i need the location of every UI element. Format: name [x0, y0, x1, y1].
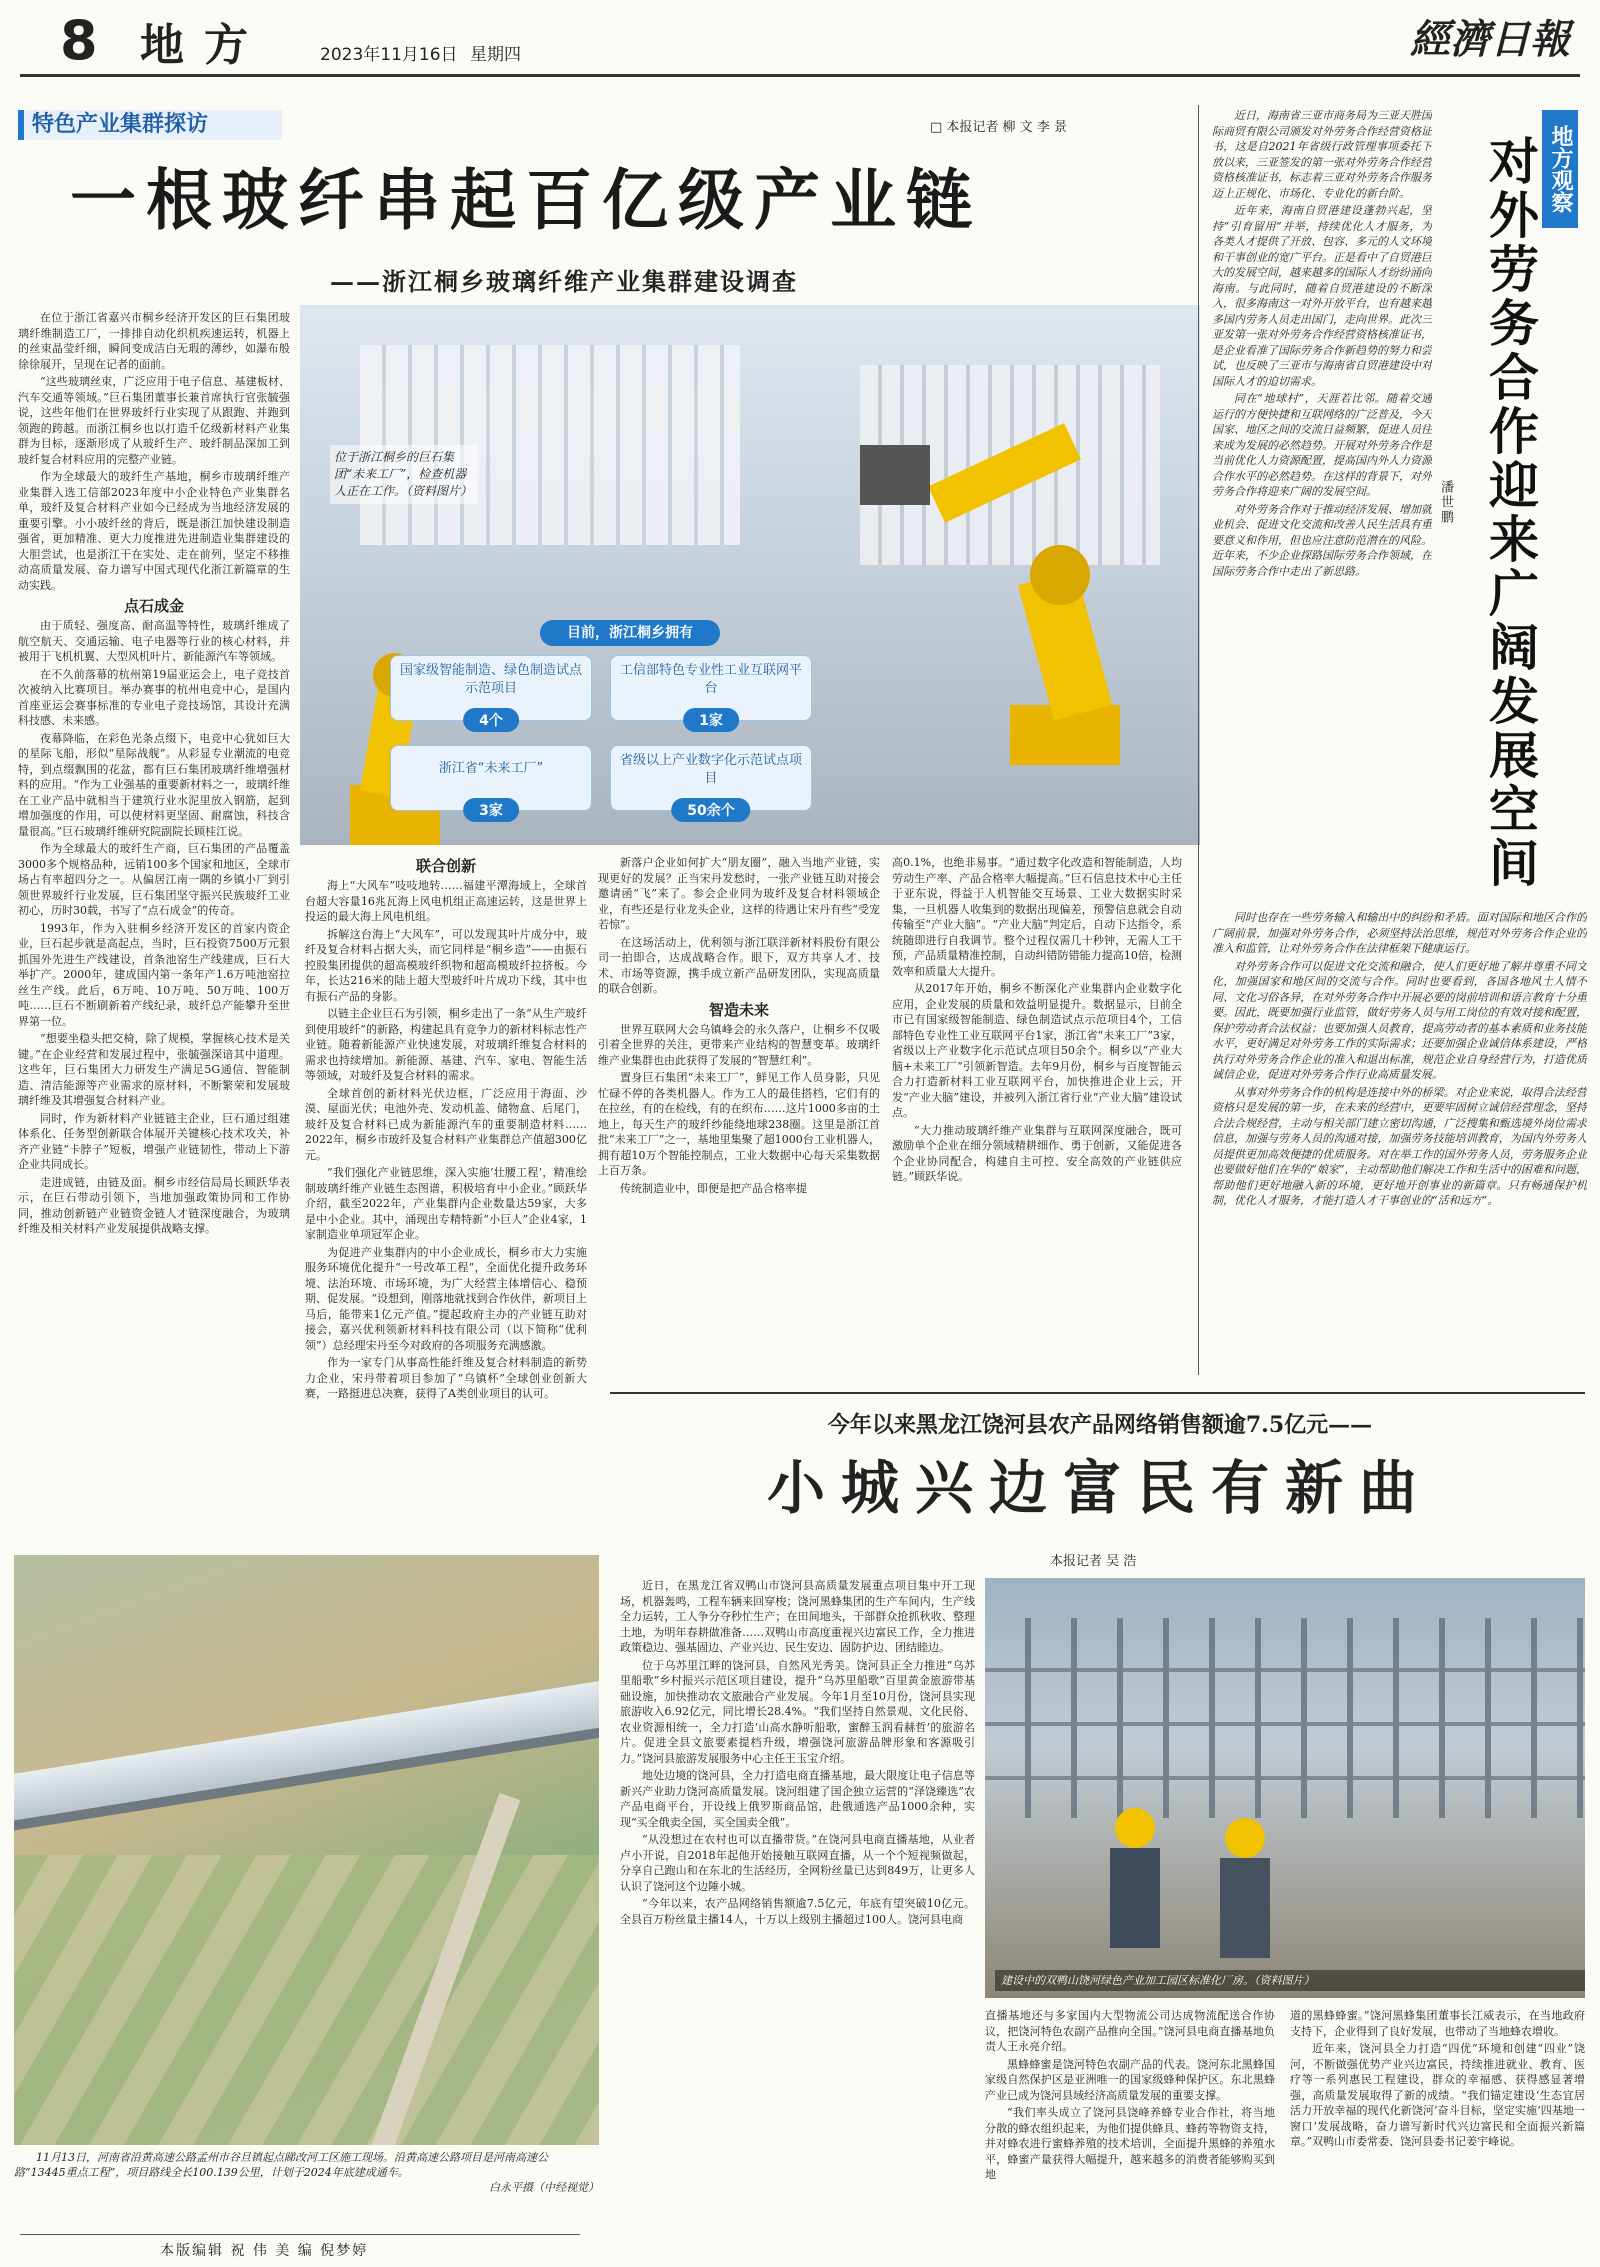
- stat-value: 1家: [683, 708, 739, 732]
- paragraph: 从2017年开始，桐乡不断深化产业集群内企业数字化应用，企业发展的质量和效益明显提升。数据显示，目前全市已有国家级智能制造、绿色制造试点示范项目4个，工信部特色专业性工业互联网平台1家，浙江省“未来工厂”3家，省级以上产业数字化示范试点项目50余个。桐乡以“产业大脑+未来工厂”引领新智造。去年9月份，桐乡与百度智能云合力打造新材料工业互联网平台，加快推进企业上云，开发“产业大脑”建设，并被列入浙江省行业“产业大脑”建设试点。: [892, 982, 1182, 1119]
- second-article-col3: [1290, 2008, 1585, 2258]
- main-article-col3: [598, 855, 880, 1375]
- paragraph: 黑蜂蜂蜜是饶河特色农副产品的代表。饶河东北黑蜂国家级自然保护区是亚洲唯一的国家级蜂种保护区。东北黑蜂产业已成为饶河县域经济高质量发展的重要支撑。: [985, 2057, 1275, 2102]
- paragraph: “大力推动玻璃纤维产业集群与互联网深度融合，既可激励单个企业在细分领域精耕细作、勇于创新，又能促进各个企业协同配合，构建自主可控、安全高效的产业链供应链。”顾跃华说。: [892, 1123, 1182, 1183]
- paragraph: 夜幕降临，在彩色光条点缀下，电竞中心犹如巨大的星际飞船，形似“星际战舰”。从彩显专业潮流的电竞特，到点缀飘围的花盆，都有巨石集团玻璃纤维增强材料的应用。“作为工业强基的重要新材料之一，玻璃纤维在工业产品中就相当于建筑行业水泥里放入钢筋，起到增加强度的作用，可以使材料更坚固、耐腐蚀，科技含量很高。”巨石玻璃纤维研究院副院长顾桂江说。: [18, 731, 290, 838]
- paragraph: 全球首创的新材料光伏边框，广泛应用于海面、沙漠、屋面光伏；电池外壳、发动机盖、储物盒、后尾门，玻纤及复合材料已成为新能源汽车的重要制造材料……2022年，桐乡市玻纤及复合材料产业集群总产值超300亿元。: [305, 1086, 587, 1162]
- paragraph: 同时也存在一些劳务输入和输出中的纠纷和矛盾。面对国际和地区合作的广阔前景，加强对外劳务合作，必须坚持法治思维，规范对外劳务合作企业的准入和监管，让对外劳务合作在法律框架下健康运行。: [1212, 911, 1587, 955]
- bridge-photo: [14, 1555, 599, 2145]
- paragraph: 直播基地还与多家国内大型物流公司达成物流配送合作协议，把饶河特色农副产品推向全国。”饶河县电商直播基地负责人王永亮介绍。: [985, 2009, 1275, 2053]
- section-subheading: 点石成金: [123, 597, 184, 615]
- issue-date: 2023年11月16日: [320, 45, 458, 65]
- issue-weekday: 星期四: [470, 45, 521, 65]
- section-subheading: 智造未来: [708, 1000, 769, 1019]
- page-header: [0, 0, 1600, 80]
- main-title: 一根玻纤串起百亿级产业链: [70, 161, 982, 239]
- paragraph: 地处边境的饶河县，全力打造电商直播基地，最大限度让电子信息等新兴产业助力饶河高质量发展。饶河组建了国企独立运营的“泽饶臻选”农产品电商平台，开设线上俄罗斯商品馆，赴俄通选产品1000余种，实现“买全俄卖全国，买全国卖全俄”。: [620, 1769, 975, 1829]
- construction-photo: [985, 1578, 1585, 1998]
- stat-label: 浙江省“未来工厂”: [438, 761, 544, 776]
- second-title: 小城兴边富民有新曲: [766, 1454, 1433, 1522]
- stat-card: [390, 655, 592, 729]
- field-pattern: [14, 1855, 599, 2145]
- bridge-caption: 11月13日，河南省沿黄高速公路孟州市谷旦镇起点睇改河工区施工现场。沿黄高速公路项目是河南高速公路“13445重点工程”，项目路线全长100.139公里，计划于2024年底建成通车。: [14, 2151, 548, 2179]
- paragraph: 拆解这台海上“大风车”，可以发现其叶片成分中，玻纤及复合材料占据大头，而它同样是“桐乡造”——由振石控股集团提供的超高模玻纤织物和超高模玻纤拉挤板。今年，长达216米的陆上超大型玻纤叶片成功下线，其中也有振石产品的身影。: [305, 927, 587, 1003]
- paragraph: 高0.1%，也绝非易事。“通过数字化改造和智能制造，人均劳动生产率、产品合格率大幅提高。”巨石信息技术中心主任于亚东说，得益于人机智能交互场景、工业大数据实时采集，一旦机器人收集到的数据出现偏差，预警信息就会自动传输至“产业大脑”。“产业大脑”判定后，自动下达指令，系统随即进行自我调节。整个过程仅需几十秒钟，无需人工干预，产品质量精准控制，自动纠错防错能力提高10倍，检测效率和质量大大提升。: [892, 856, 1182, 978]
- paragraph: 作为全球最大的玻纤生产基地，桐乡市玻璃纤维产业集群入选工信部2023年度中小企业特色产业集群名单，玻纤及复合材料产业如今已经成为当地经济发展的重要引擎。小小玻纤丝的背后，既是浙江加快建设制造强省，更加精准、更大力度推进先进制造业集群建设的大胆尝试，也是浙江干在实处、走在前列，坚定不移推动高质量发展、奋力谱写中国式现代化浙江新篇章的生动实践。: [18, 470, 290, 592]
- footer-editors: 本版编辑 祝 伟 美 编 倪梦婷: [160, 2243, 369, 2259]
- paragraph: 近日，海南省三亚市商务局为三亚天胜国际商贸有限公司颁发对外劳务合作经营资格证书，这是自2021年省级行政管理事项委托下放以来，三亚签发的第一张对外劳务合作经营资格核准证书，标志着三亚对外劳务合作服务迈上正规化、市场化、专业化的新台阶。: [1212, 109, 1432, 200]
- paragraph: 在位于浙江省嘉兴市桐乡经济开发区的巨石集团玻璃纤维制造工厂，一排排自动化织机疾速运转，机器上的丝束晶莹纤细，瞬间变成洁白无瑕的薄纱，如瀑布般徐徐展开，呈现在记者的面前。: [18, 311, 290, 371]
- column-divider: [1198, 105, 1199, 1375]
- paragraph: 以链主企业巨石为引领，桐乡走出了一条“从生产玻纤到使用玻纤”的新路，构建起具有竞争力的新材料标志性产业链。随着新能源产业快速发展，对玻璃纤维复合材料的需求也持续增加。新能源、基建、汽车、家电、智能生活等领域，对玻纤及复合材料的需求。: [305, 1007, 587, 1082]
- paragraph: “这些玻璃丝束，广泛应用于电子信息、基建板材、汽车交通等领域。”巨石集团董事长兼首席执行官张毓强说，这些年他们在世界玻纤行业实现了从跟跑、并跑到领跑的跨越。而浙江桐乡也以打造千亿级新材料产业集群为目标，逐渐形成了从玻纤生产、玻纤制品深加工到玻纤复合材料应用的完整产业链。: [18, 375, 290, 466]
- second-article-col2: [985, 2008, 1275, 2258]
- column-label: 特色产业集群探访: [18, 110, 282, 140]
- paragraph: 同时，作为新材料产业链链主企业，巨石通过组建体系化、任务型创新联合体展开关键核心技术攻关，补齐产业链“卡脖子”短板，增强产业链韧性，带动上下游企业共同成长。: [18, 1111, 290, 1171]
- second-byline: 本报记者 吴 浩: [1050, 1554, 1137, 1569]
- main-article-col2: [305, 855, 587, 1540]
- stat-card: [610, 655, 812, 729]
- bridge-caption-box: [14, 2150, 599, 2230]
- stat-card: [610, 745, 812, 819]
- robot-arm-icon: [800, 375, 1180, 775]
- section-name: 地方: [140, 20, 268, 71]
- workers-icon: [1055, 1788, 1355, 1968]
- paragraph: 作为全球最大的玻纤生产商，巨石集团的产品覆盖3000多个规格品种，远销100多个国家和地区，全球市场占有率超四分之一。从偏居江南一隅的乡镇小厂到引领世界玻纤行业发展，巨石集团坚守振兴民族玻纤工业初心，历时30载，书写了“点石成金”的传奇。: [18, 842, 290, 917]
- infographic-heading: 目前，浙江桐乡拥有: [540, 620, 720, 646]
- paragraph: “我们强化产业链思维，深入实施‘壮腰工程’，精准绘制玻璃纤维产业链生态图谱，积极培育中小企业。”顾跃华介绍，截至2022年，产业集群内企业数量达59家，大多是中小企业。其中，涌现出专精特新“小巨人”企业4家，1家制造业单项冠军企业。: [305, 1166, 587, 1241]
- header-rule: [20, 74, 1580, 77]
- photo-credit: 白永平摄（中经视觉）: [489, 2181, 599, 2194]
- section-subheading: 联合创新: [415, 857, 476, 875]
- paragraph: “今年以来，农产品网络销售额逾7.5亿元，年底有望突破10亿元。全县百万粉丝量主播14人，十万以上级别主播超过100人。饶河县电商: [620, 1897, 975, 1926]
- stat-value: 3家: [463, 798, 519, 822]
- paragraph: 世界互联网大会乌镇峰会的永久落户，让桐乡不仅吸引着全世界的关注，更带来产业结构的智慧变革。玻璃纤维产业集群也由此获得了发展的“智慧红利”。: [598, 1022, 880, 1067]
- stat-card: [390, 745, 592, 819]
- second-kicker: 今年以来黑龙江饶河县农产品网络销售额逾7.5亿元——: [827, 1412, 1373, 1438]
- main-article-col1: [18, 310, 290, 1540]
- observation-author: 潘世鹏: [1438, 480, 1453, 525]
- paragraph: 对外劳务合作对于推动经济发展、增加就业机会、促进文化交流和改善人民生活具有重要意义和作用，但也应注意防范潜在的风险。近年来，不少企业探路国际劳务合作领域，在国际劳务合作中走出了新思路。: [1212, 502, 1432, 578]
- masthead-logo: 經濟日報: [1410, 16, 1570, 63]
- paragraph: “想要坐稳头把交椅，除了规模，掌握核心技术是关键。”在企业经营和发展过程中，张毓强深谙其中道理。这些年，巨石集团大力研发生产满足5G通信、智能制造、清洁能源等产业需求的原材料，不断繁荣和发展玻璃纤维及其增强复合材料产业。: [18, 1032, 290, 1107]
- paragraph: 对外劳务合作可以促进文化交流和融合，使人们更好地了解并尊重不同文化，加强国家和地区间的交流与合作。同时也要看到，各国各地风土人情不同、文化习俗各异，在对外劳务合作中开展必要的岗前培训和语言教育十分重要。因此，既要加强行业监管，做好劳务人员与用工岗位的有效对接和配置，保护劳动者合法权益；也要加强人员教育，提高劳动者的基本素质和业务技能水平，更好满足对外劳务工作的实际需求；还要加强企业诚信体系建设，严格执行对外劳务合作企业的准入和退出标准，规范企业自身经营行为，打造优质诚信企业，促进对外劳务合作行业高质量发展。: [1212, 959, 1587, 1081]
- observation-label: 地方观察: [1542, 110, 1578, 228]
- paragraph: 作为一家专门从事高性能纤维及复合材料制造的新势力企业，宋丹带着项目参加了“乌镇杯”全球创业创新大赛，一路挺进总决赛，获得了A类创业项目的认可。: [305, 1356, 587, 1400]
- observation-col2: [1212, 910, 1587, 1375]
- page-number: 8: [60, 9, 98, 72]
- paragraph: 近年来，饶河县全力打造“四优”环境和创建“四业”饶河，不断做强优势产业兴边富民，持续推进就业、教育、医疗等一系列惠民工程建设，群众的幸福感、获得感显著增强，高质量发展取得了新的成绩。“我们锚定建设‘生态宜居活力开放幸福的现代化新饶河’奋斗目标，坚定实施‘四基地一窗口’发展战略，奋力谱写新时代兴边富民和全面振兴新篇章。”双鸭山市委常委、饶河县委书记姜宇峰说。: [1290, 2042, 1585, 2148]
- paragraph: 位于乌苏里江畔的饶河县，自然风光秀美。饶河县正全力推进“乌苏里船歌”乡村振兴示范区项目建设，提升“乌苏里船歌”百里黄金旅游带基础设施，加快推动农文旅融合产业发展。今年1月至10月份，饶河县实现旅游收入6.92亿元，同比增长28.4%。“我们坚持自然景观、文化民俗、农业资源相统一，全力打造‘山高水静听船歌，蜜醉玉润看赫哲’的旅游名片。促进全县文旅要素提档升级，增强饶河旅游品牌形象和客源吸引力。”饶河县旅游发展服务中心主任王玉宝介绍。: [620, 1658, 975, 1765]
- main-article-col4: [892, 855, 1182, 1375]
- paragraph: 同在“地球村”，天涯若比邻。随着交通运行的方便快捷和互联网络的广泛普及，今天国家、地区之间的交流日益频繁，促进人员往来成为发展的必然趋势。开展对外劳务合作是当前优化人力资源配置，提高国内外人力资源合作水平的必然趋势。在这样的背景下，对外劳务合作将迎来广阔的发展空间。: [1212, 392, 1432, 498]
- factory-photo: [300, 305, 1200, 845]
- stat-value: 4个: [463, 708, 519, 732]
- main-subtitle: ——浙江桐乡玻璃纤维产业集群建设调查: [330, 267, 798, 296]
- paragraph: 走进成链，由链及面。桐乡市经信局局长顾跃华表示，在巨石带动引领下，当地加强政策协同和工作协同，推动创新链产业链资金链人才链深度融合，为玻璃纤维及相关材料产业发展提供战略支撑。: [18, 1175, 290, 1235]
- paragraph: 为促进产业集群内的中小企业成长，桐乡市大力实施服务环境优化提升“一号改革工程”，全面优化提升政务环境、法治环境、市场环境，为广大经营主体增信心、稳预期、促发展。“设想到，刚落地就找到合作伙伴，新项目上马后，能带来1亿元产值。”提起政府主办的产业链互助对接会，嘉兴优利领新材料科技有限公司（以下简称“优利领”）总经理宋丹至今对政府的各项服务充满感激。: [305, 1245, 587, 1352]
- paragraph: 置身巨石集团“未来工厂”，鲜见工作人员身影，只见忙碌不停的各类机器人。作为工人的最佳搭档，它们有的在拉丝，有的在检线，有的在织布……这片1000多亩的土地上，每天生产的玻纤纱能绕地球238圈。这里是浙江首批“未来工厂”之一，基地里集聚了超1000台工业机器人，拥有超10万个智能控制点，工业大数据中心每天采集数据上百万条。: [598, 1071, 880, 1177]
- paragraph: 1993年，作为入驻桐乡经济开发区的首家内资企业，巨石起步就是高起点，当时，巨石投资7500万元狠抓国外先进生产线建设，首条池窑生产线建成，巨石大举扩产。2000年，建成国内第一条年产1.6万吨池窑拉丝生产线。此后，6万吨、10万吨、50万吨、100万吨……巨石不断刷新着产线纪录，玻纤总产能攀升至世界第一位。: [18, 921, 290, 1028]
- paragraph: 由于质轻、强度高、耐高温等特性，玻璃纤维成了航空航天、交通运输、电子电器等行业的核心材料，并被用于飞机机翼、大型风机叶片、新能源汽车等领域。: [18, 619, 290, 663]
- stat-label: 省级以上产业数字化示范试点项目: [619, 753, 802, 786]
- photo-caption: 位于浙江桐乡的巨石集团“未来工厂”，检查机器人正在工作。（资料图片）: [330, 445, 478, 504]
- paragraph: 海上“大风车”吱吱地转……福建平潭海域上，全球首台超大容量16兆瓦海上风电机组正高速运转，这是世界上投运的最大海上风电机组。: [305, 879, 587, 923]
- paragraph: 近年来，海南自贸港建设蓬勃兴起，坚持“引育留用”并举，持续优化人才服务，为各类人才提供了开放、包容、多元的人文环境和干事创业的宽广平台。正是看中了自贸港巨大的发展空间，越来越多的国际人才纷纷涌向海南。与此同时，随着自贸港建设的不断深入，很多海南这一对外开放平台，也有越来越多国内劳务人员走出国门，走向世界。此次三亚发第一张对外劳务合作经营资格核准证书，是企业看准了国际劳务合作新趋势的努力和尝试，也反映了三亚市与海南省自贸港建设中对国际人才的迫切需求。: [1212, 204, 1432, 388]
- paragraph: 在这场活动上，优利领与浙江联洋新材料股份有限公司一拍即合，达成战略合作。眼下，双方共享人才、技术、市场等资源，携手成立新产品研发团队，实现高质量的联合创新。: [598, 935, 880, 995]
- stat-value: 50余个: [671, 798, 750, 822]
- paragraph: 在不久前落幕的杭州第19届亚运会上，电子竞技首次被纳入比赛项目。举办赛事的杭州电竞中心，是国内首座亚运会赛事标准的专业电子竞技场馆，其设计充满科技感、未来感。: [18, 667, 290, 727]
- section-divider: [610, 1392, 1585, 1394]
- paragraph: “从没想过在农村也可以直播带货。”在饶河县电商直播基地，从业者卢小开说，自2018年起他开始接触互联网直播，从一个个短视频做起，分享自己跑山和在东北的生活经历，全网粉丝量已达到849万，让更多人认识了饶河这个边陲小城。: [620, 1833, 975, 1893]
- stat-label: 国家级智能制造、绿色制造试点示范项目: [399, 663, 582, 696]
- stat-label: 工信部特色专业性工业互联网平台: [619, 663, 802, 696]
- paragraph: 新落户企业如何扩大“朋友圈”，融入当地产业链，实现更好的发展？正当宋丹发愁时，一张产业链互助对接会邀请函“飞”来了。参会企业同为玻纤及复合材料领域企业，有些还是行业龙头企业，这样的待遇让宋丹有些“受宠若惊”。: [598, 856, 880, 931]
- paragraph: 近日，在黑龙江省双鸭山市饶河县高质量发展重点项目集中开工现场，机器轰鸣，工程车辆来回穿梭；饶河黑蜂集团的生产车间内，生产线全力运转，工人争分夺秒忙生产；在田间地头，干部群众抢抓秋收、整理土地，为明年春耕做准备……双鸭山市高度重视兴边富民工作，全力推进政策稳边、强基固边、产业兴边、民生安边、固防护边、团结睦边。: [620, 1579, 975, 1654]
- paragraph: 从事对外劳务合作的机构是连接中外的桥梁。对企业来说，取得合法经营资格只是发展的第一步，在未来的经营中，更要牢固树立诚信经营理念，坚持合法合规经营，主动与相关部门建立密切沟通，广泛搜集和甄选境外岗位需求信息，加强与劳务人员的沟通对接，加强劳务技能培训教育，为国内外劳务人员提供更加高效便捷的优质服务。对在举工作的国外劳务人员，劳务服务企业也要做好他们在华的“娘家”，主动帮助他们解决工作和生活中的困难和问题，帮助他们更好地融入新的环境，更好地开创事业的新篇章。只有畅通保护机制，优化人才服务，才能打造人才干事创业的“活和远方”。: [1212, 1085, 1587, 1207]
- observation-col1: [1212, 108, 1432, 908]
- observation-title: 对外劳务合作迎来广阔发展空间: [1481, 135, 1540, 891]
- paragraph: “我们率头成立了饶河县饶峰养蜂专业合作社，将当地分散的蜂农组织起来，为他们提供蜂具、蜂药等物资支持，并对蜂农进行蜜蜂养殖的技术培训，全面提升黑蜂的养殖水平，蜂蜜产量获得大幅提升，越来越多的消费者能够购买到地: [985, 2106, 1275, 2181]
- footer-rule: [20, 2234, 580, 2235]
- main-byline: □ 本报记者 柳 文 李 景: [930, 120, 1067, 135]
- paragraph: 传统制造业中，即便是把产品合格率提: [620, 1181, 807, 1195]
- photo-caption: 建设中的双鸭山饶河绿色产业加工园区标准化厂房。（资料图片）: [995, 1970, 1585, 1991]
- second-article-col1: [620, 1578, 975, 2258]
- paragraph: 道的黑蜂蜂蜜。”饶河黑蜂集团董事长江威表示，在当地政府支持下，企业得到了良好发展，也带动了当地蜂农增收。: [1290, 2009, 1585, 2038]
